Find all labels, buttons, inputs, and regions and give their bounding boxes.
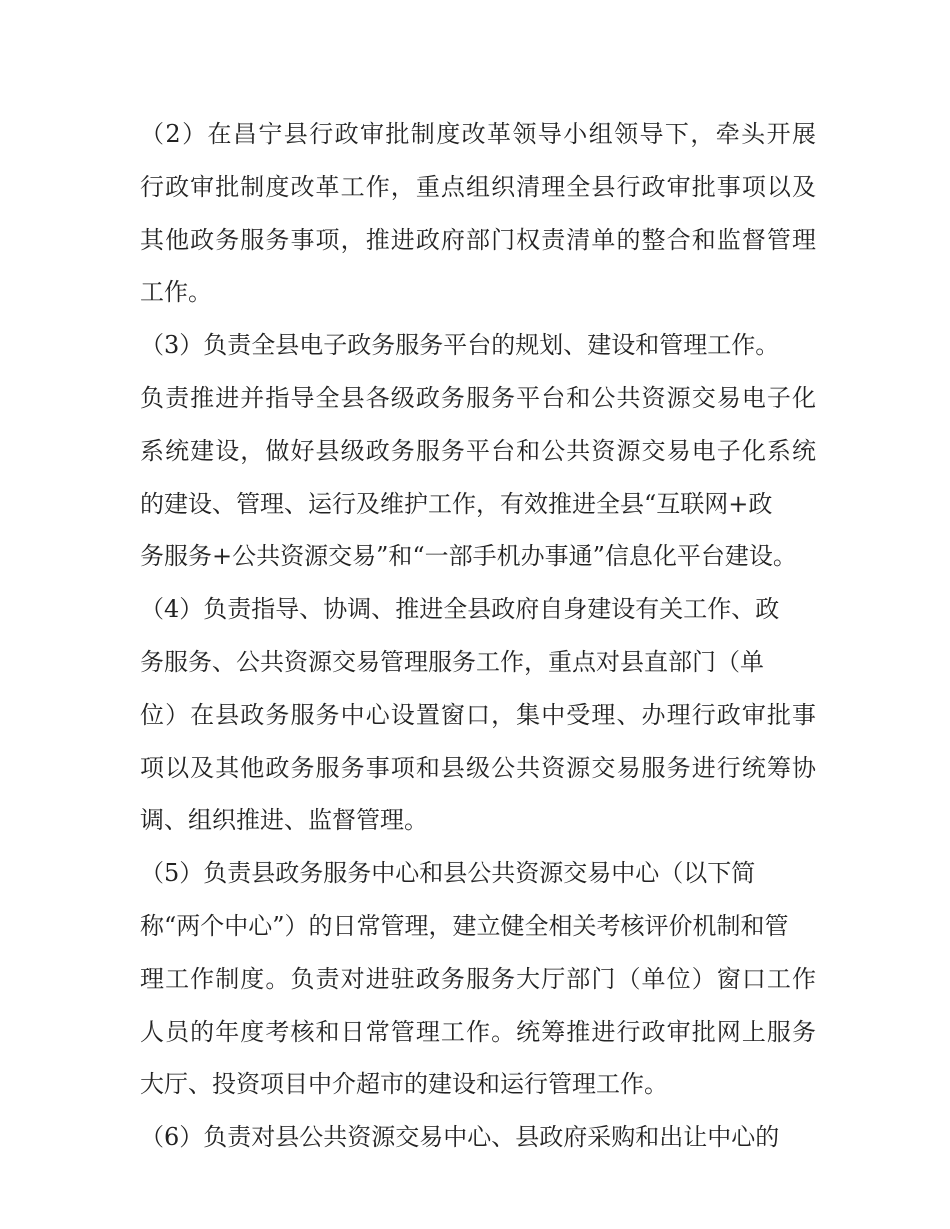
text-line: 其他政务服务事项，推进政府部门权责清单的整合和监督管理 [140,225,816,254]
text-line: 理工作制度。负责对进驻政务服务大厅部门（单位）窗口工作 [140,964,816,993]
body-text [140,108,816,1164]
text-line: 称“两个中心”）的日常管理，建立健全相关考核评价机制和管 [140,911,789,940]
text-line: 务服务+公共资源交易”和“一部手机办事通”信息化平台建设。 [140,542,797,571]
text-line: 务服务、公共资源交易管理服务工作，重点对县直部门（单 [140,647,764,676]
text-line: 行政审批制度改革工作，重点组织清理全县行政审批事项以及 [140,172,816,201]
text-line: 的建设、管理、运行及维护工作，有效推进全县“互联网+政 [140,489,773,518]
paragraph-5 [140,847,816,1111]
paragraph-4 [140,583,816,847]
text-line: 位）在县政务服务中心设置窗口，集中受理、办理行政审批事 [140,700,816,729]
text-line: （4）负责指导、协调、推进全县政府自身建设有关工作、政 [140,595,780,624]
text-line: 人员的年度考核和日常管理工作。统筹推进行政审批网上服务 [140,1017,816,1046]
text-line: 负责推进并指导全县各级政务服务平台和公共资源交易电子化 [140,383,816,412]
text-line: 系统建设，做好县级政务服务平台和公共资源交易电子化系统 [140,436,816,465]
text-line: （3）负责全县电子政务服务平台的规划、建设和管理工作。 [140,331,780,360]
text-line: 工作。 [140,278,212,307]
text-line: （6）负责对县公共资源交易中心、县政府采购和出让中心的 [140,1123,780,1152]
text-line: （5）负责县政务服务中心和县公共资源交易中心（以下简 [140,859,756,888]
text-line: （2）在昌宁县行政审批制度改革领导小组领导下，牵头开展 [140,120,816,148]
text-line: 调、组织推进、监督管理。 [140,806,428,835]
paragraph-6 [140,1111,816,1164]
text-line: 大厅、投资项目中介超市的建设和运行管理工作。 [140,1070,668,1099]
paragraph-3 [140,319,816,583]
text-line: 项以及其他政务服务事项和县级公共资源交易服务进行统筹协 [140,753,816,782]
paragraph-2 [140,108,816,319]
